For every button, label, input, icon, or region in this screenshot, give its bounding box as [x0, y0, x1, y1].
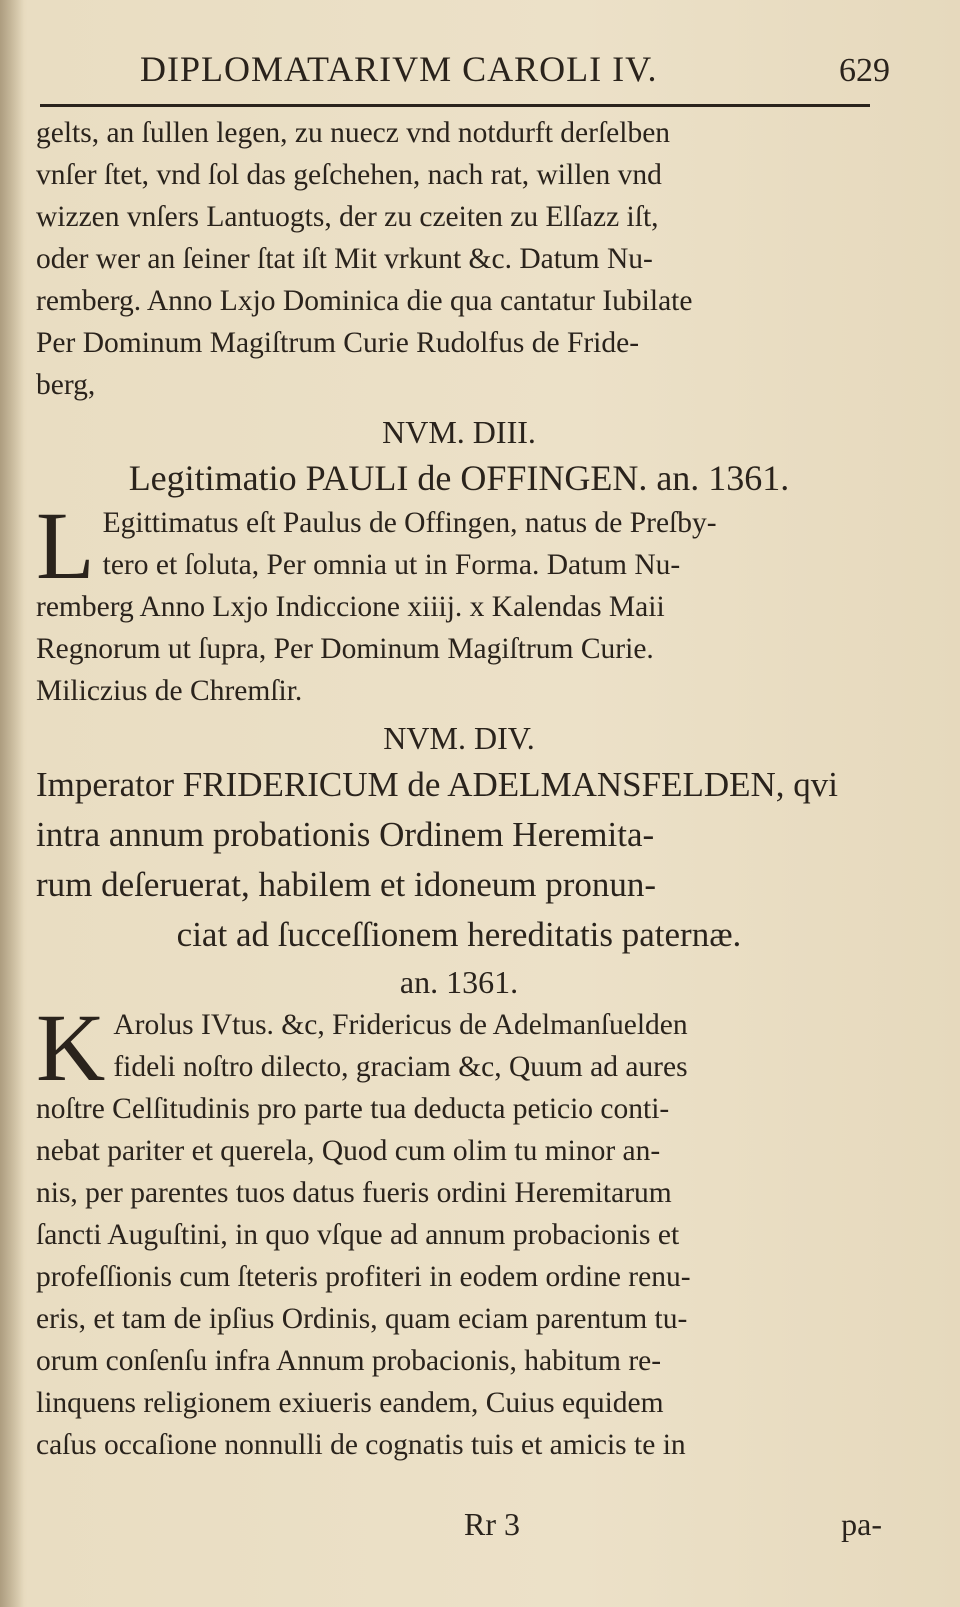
- document-text-503: [36, 492, 882, 712]
- page-footer: [36, 1506, 882, 1550]
- text-line: nebat pariter et querela, Quod cum olim tu minor an-: [36, 1135, 661, 1167]
- text-line: gelts, an ſullen legen, zu nuecz vnd notdurft derſelben: [36, 117, 671, 149]
- text-line: ſancti Auguſtini, in quo vſque ad annum probacionis et: [36, 1219, 680, 1251]
- text-line: berg,: [36, 369, 96, 401]
- page-body: [36, 112, 882, 1466]
- document-number-504: NVM. DIV.: [383, 720, 535, 756]
- text-line: remberg Anno Lxjo Indiccione xiiij. x Kalendas Maii: [36, 591, 665, 623]
- document-text-504: [36, 994, 882, 1466]
- text-line: profeſſionis cum ſteteris profiteri in eodem ordine renu-: [36, 1261, 691, 1293]
- drop-capital: K: [36, 994, 106, 1101]
- running-head: DIPLOMATARIVM CAROLI IV.: [140, 49, 658, 89]
- continuation-text: [36, 112, 882, 406]
- text-line: linquens religionem exiueris eandem, Cuius equidem: [36, 1387, 664, 1419]
- text-line: vnſer ſtet, vnd ſol das geſchehen, nach rat, willen vnd: [36, 159, 662, 191]
- text-line: Egittimatus eſt Paulus de Offingen, natus de Preſby-: [102, 507, 717, 539]
- text-line: caſus occaſione nonnulli de cognatis tuis et amicis te in: [36, 1429, 686, 1461]
- text-line: tero et ſoluta, Per omnia ut in Forma. Datum Nu-: [102, 549, 681, 581]
- page-header: [40, 48, 890, 104]
- text-line: noſtre Celſitudinis pro parte tua deducta peticio conti-: [36, 1093, 670, 1125]
- text-line: remberg. Anno Lxjo Dominica die qua cantatur Iubilate: [36, 285, 693, 317]
- text-line: orum conſenſu infra Annum probacionis, habitum re-: [36, 1345, 662, 1377]
- signature-mark: Rr 3: [464, 1506, 520, 1542]
- document-number-503: NVM. DIII.: [382, 414, 536, 450]
- text-line: Per Dominum Magiſtrum Curie Rudolfus de Fride-: [36, 327, 640, 359]
- text-line: fideli noſtro dilecto, graciam &c, Quum ad aures: [113, 1051, 688, 1083]
- text-line: eris, et tam de ipſius Ordinis, quam eciam parentum tu-: [36, 1303, 688, 1335]
- document-title-503: Legitimatio PAULI de OFFINGEN. an. 1361.: [128, 458, 790, 498]
- text-line: Regnorum ut ſupra, Per Dominum Magiſtrum Curie.: [36, 633, 654, 665]
- text-line: oder wer an ſeiner ſtat iſt Mit vrkunt &c. Datum Nu-: [36, 243, 653, 275]
- document-year-504: an. 1361.: [399, 964, 519, 1000]
- text-line: nis, per parentes tuos datus fueris ordini Heremitarum: [36, 1177, 672, 1209]
- gutter-shadow: [0, 0, 24, 1607]
- page-number: 629: [839, 52, 890, 89]
- header-rule: [40, 104, 870, 107]
- drop-capital: L: [36, 492, 95, 599]
- title-line: ciat ad ſucceſſionem hereditatis paternæ.: [176, 915, 742, 954]
- catchword: pa-: [841, 1506, 882, 1542]
- title-line: rum deſeruerat, habilem et idoneum pronun-: [36, 865, 657, 904]
- title-line: intra annum probationis Ordinem Heremita-: [36, 815, 655, 854]
- text-line: Miliczius de Chremſir.: [36, 675, 303, 707]
- document-title-504: [36, 760, 882, 960]
- title-line: Imperator FRIDERICUM de ADELMANSFELDEN, qvi: [36, 765, 839, 804]
- text-line: wizzen vnſers Lantuogts, der zu czeiten zu Elſazz iſt,: [36, 201, 659, 233]
- text-line: Arolus IVtus. &c, Fridericus de Adelmanſuelden: [113, 1009, 688, 1041]
